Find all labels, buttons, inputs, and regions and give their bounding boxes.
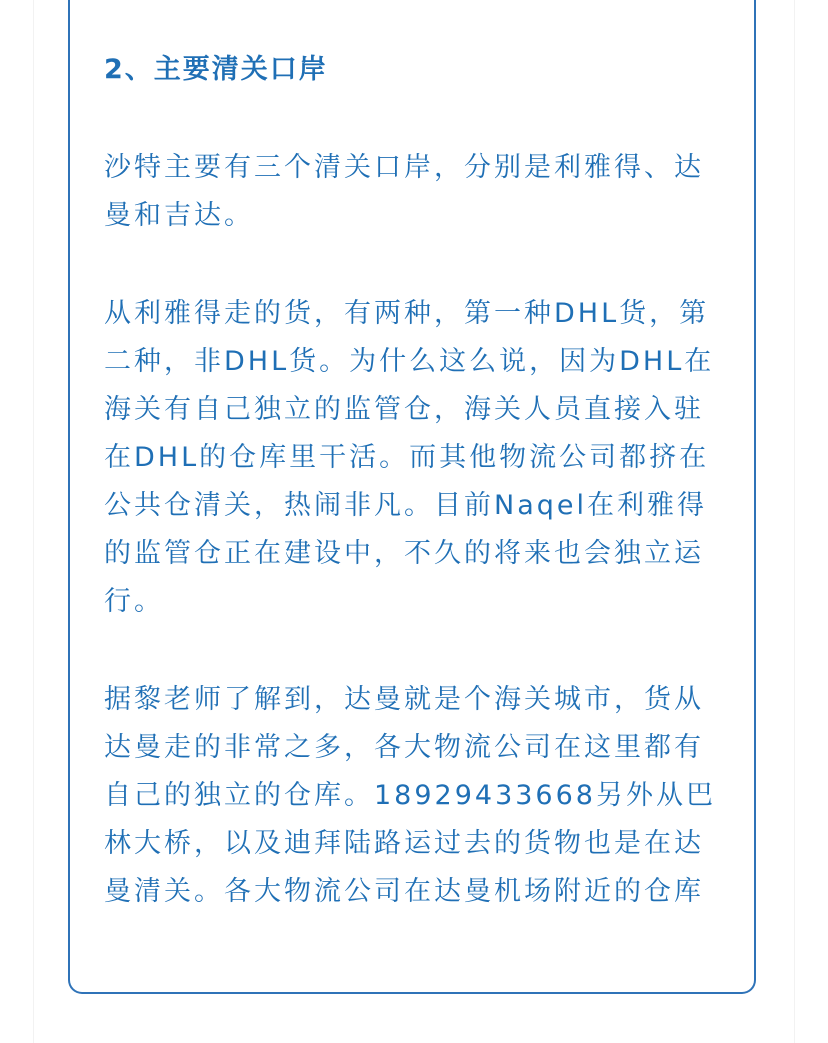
page-edge-right [794,0,795,1043]
section-heading: 2、主要清关口岸 [104,54,328,85]
page-edge-left [33,0,34,1043]
paragraph-dammam: 据黎老师了解到，达曼就是个海关城市，货从达曼走的非常之多，各大物流公司在这里都有自己的独立的仓库。18929433668另外从巴林大桥，以及迪拜陆路运过去的货物也是在达曼清关。各大物流公司在达曼机场附近的仓库 [104,684,716,907]
paragraph-ports-overview: 沙特主要有三个清关口岸，分别是利雅得、达曼和吉达。 [104,152,704,231]
paragraph-riyadh: 从利雅得走的货，有两种，第一种DHL货，第二种，非DHL货。为什么这么说，因为DHL在海关有自己独立的监管仓，海关人员直接入驻在DHL的仓库里干活。而其他物流公司都挤在公共仓清关，热闹非凡。目前Naqel在利雅得的监管仓正在建设中，不久的将来也会独立运行。 [104,298,715,617]
